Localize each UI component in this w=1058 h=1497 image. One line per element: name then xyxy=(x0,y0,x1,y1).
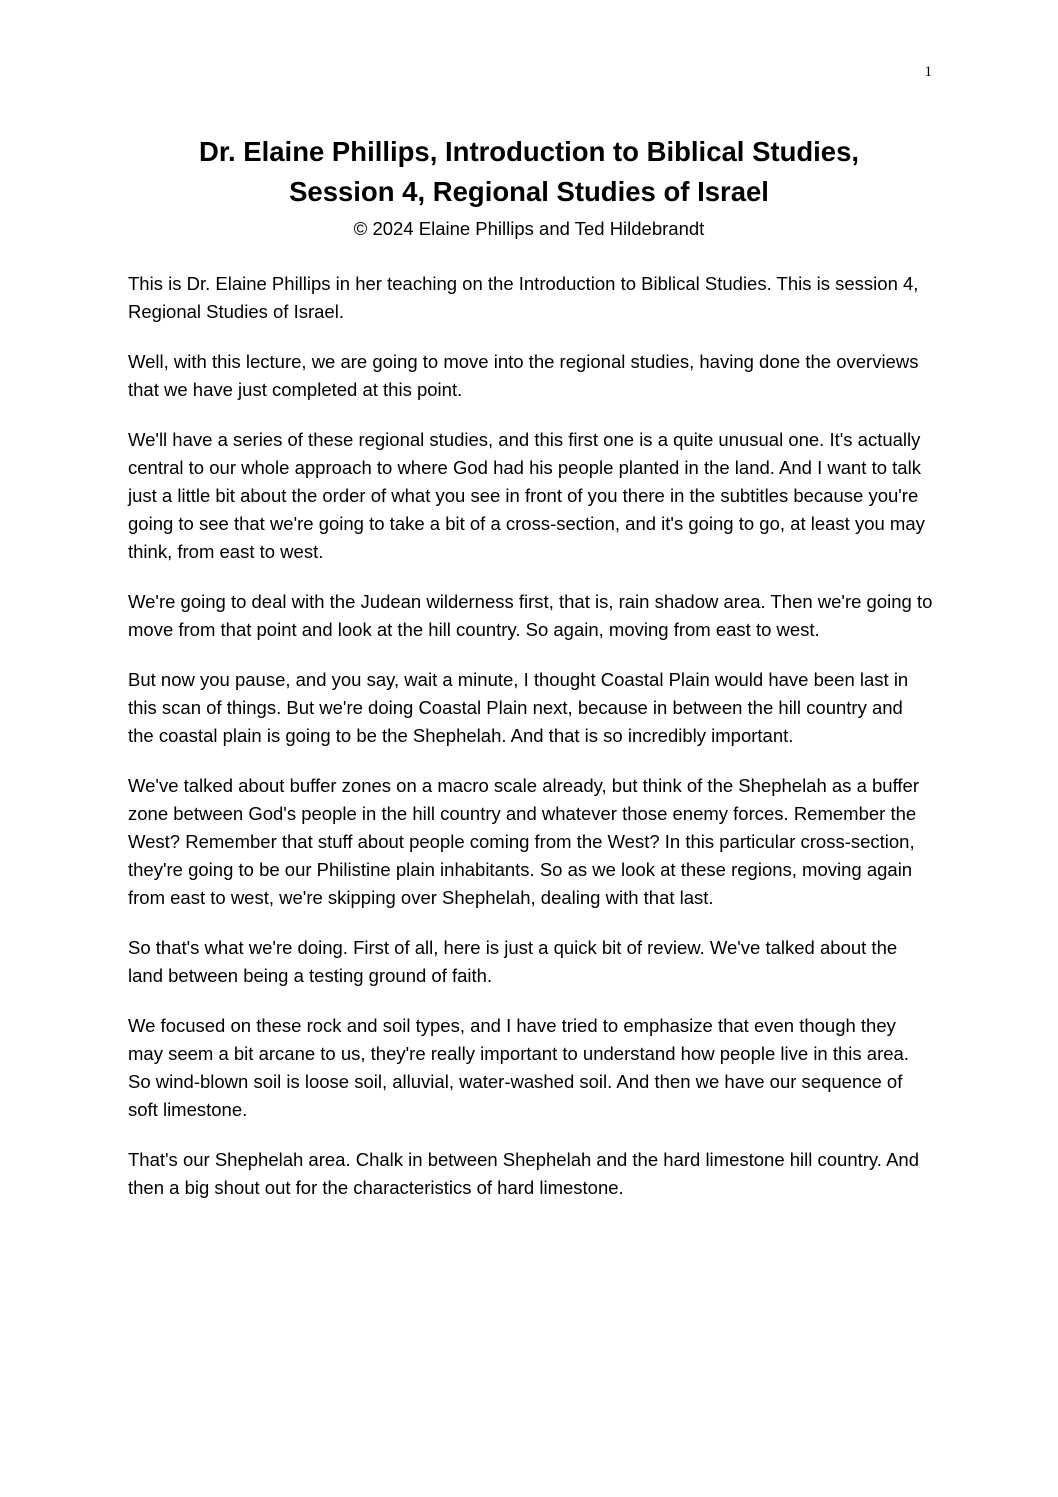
paragraph: So that's what we're doing. First of all, here is just a quick bit of review. We've talked about the land between being a testing ground of faith. xyxy=(128,937,898,986)
page-number: 1 xyxy=(924,64,932,80)
body-text xyxy=(128,270,933,1224)
paragraph: This is Dr. Elaine Phillips in her teaching on the Introduction to Biblical Studies. This is session 4, Regional Studies of Israel. xyxy=(128,273,919,322)
title-line-2: Session 4, Regional Studies of Israel xyxy=(289,176,769,207)
paragraph: We'll have a series of these regional studies, and this first one is a quite unusual one. It's actually central to our whole approach to where God had his people planted in the land. And I want to talk just a little bit about the order of what you see in front of you there in the subtitles because you're going to see that we're going to take a bit of a cross-section, and it's going to go, at least you may think, from east to west. xyxy=(128,429,925,562)
copyright-notice: © 2024 Elaine Phillips and Ted Hildebrandt xyxy=(353,218,705,239)
document-title xyxy=(100,132,958,212)
paragraph: That's our Shephelah area. Chalk in between Shephelah and the hard limestone hill country. And then a big shout out for the characteristics of hard limestone. xyxy=(128,1149,919,1198)
paragraph: Well, with this lecture, we are going to move into the regional studies, having done the overviews that we have just completed at this point. xyxy=(128,351,919,400)
paragraph: But now you pause, and you say, wait a minute, I thought Coastal Plain would have been last in this scan of things. But we're doing Coastal Plain next, because in between the hill country and the coastal plain is going to be the Shephelah. And that is so incredibly important. xyxy=(128,669,909,746)
paragraph: We're going to deal with the Judean wilderness first, that is, rain shadow area. Then we're going to move from that point and look at the hill country. So again, moving from east to west. xyxy=(128,591,933,640)
paragraph: We've talked about buffer zones on a macro scale already, but think of the Shephelah as a buffer zone between God's people in the hill country and whatever those enemy forces. Remember the West? Remember that stuff about people coming from the West? In this particular cross-section, they're going to be our Philistine plain inhabitants. So as we look at these regions, moving again from east to west, we're skipping over Shephelah, dealing with that last. xyxy=(128,775,919,908)
title-line-1: Dr. Elaine Phillips, Introduction to Biblical Studies, xyxy=(198,136,860,167)
paragraph: We focused on these rock and soil types, and I have tried to emphasize that even though they may seem a bit arcane to us, they're really important to understand how people live in this area. So wind-blown soil is loose soil, alluvial, water-washed soil. And then we have our sequence of soft limestone. xyxy=(128,1015,909,1120)
